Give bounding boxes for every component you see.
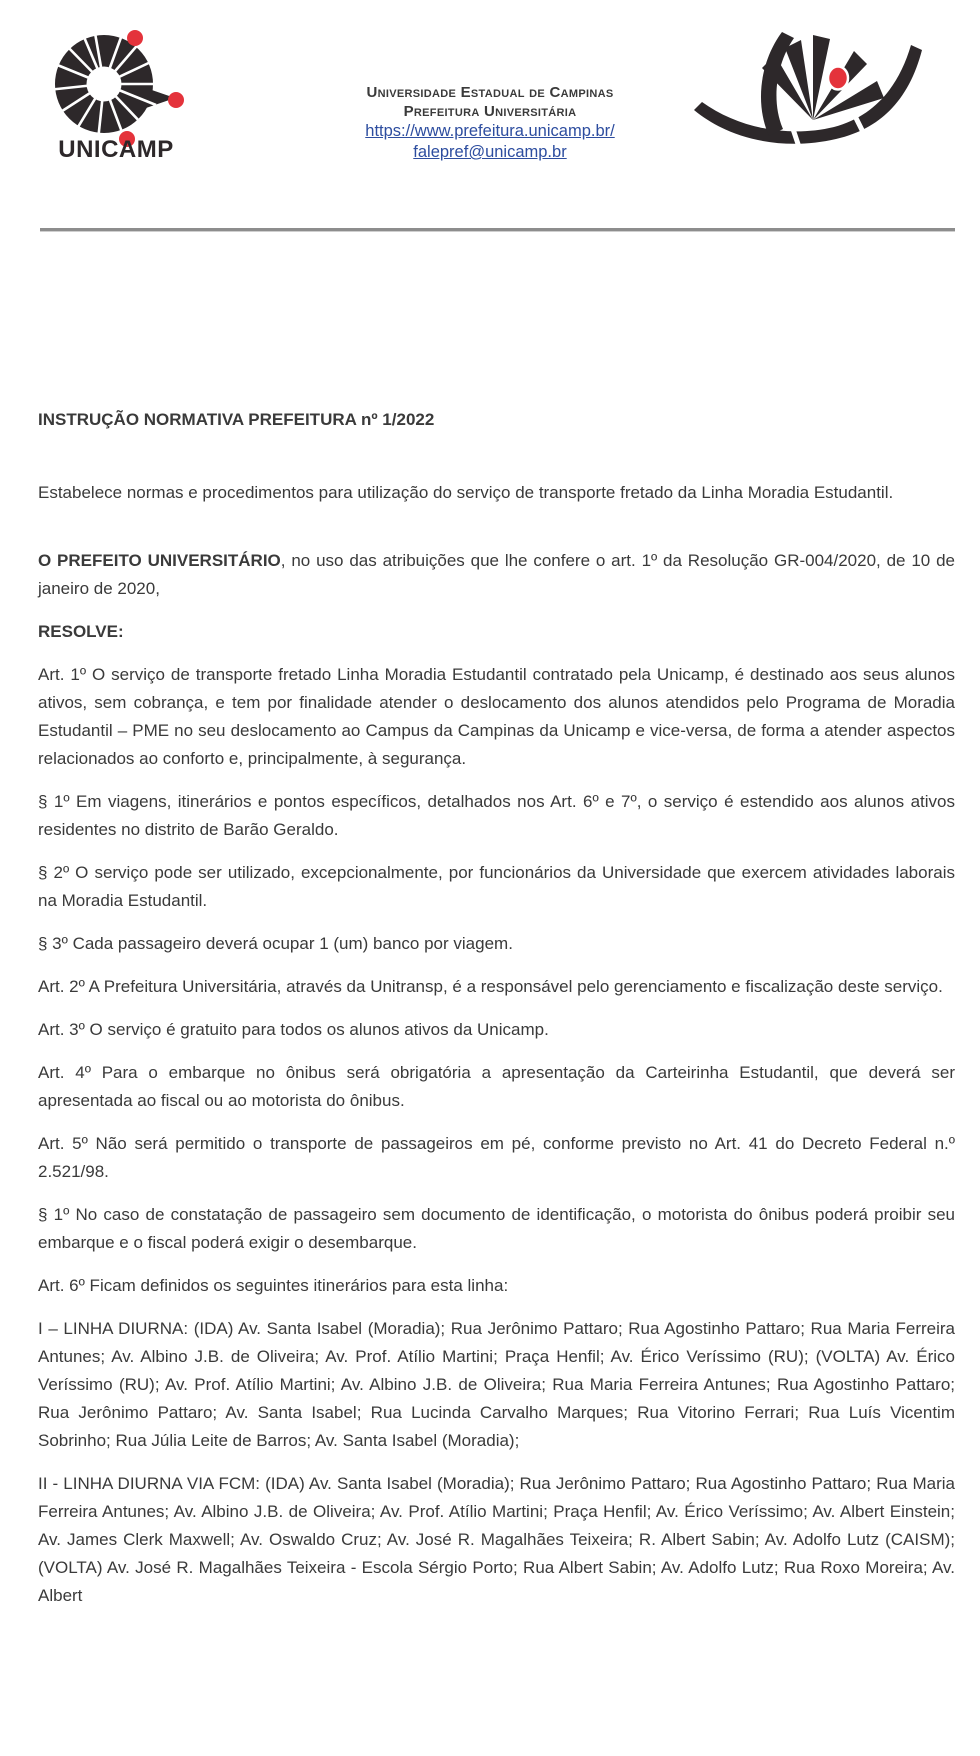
paragraph-par-3: § 3º Cada passageiro deverá ocupar 1 (um) banco por viagem. bbox=[38, 934, 513, 953]
prefeitura-email-link[interactable]: falepref@unicamp.br bbox=[413, 143, 567, 161]
document-title: INSTRUÇÃO NORMATIVA PREFEITURA nº 1/2022 bbox=[38, 410, 435, 429]
preamble-bold-lead: O PREFEITO UNIVERSITÁRIO bbox=[38, 551, 281, 570]
paragraph-art-6: Art. 6º Ficam definidos os seguintes itinerários para esta linha: bbox=[38, 1276, 509, 1295]
preamble-paragraph bbox=[38, 547, 955, 603]
red-dot bbox=[828, 67, 848, 90]
paragraph-itinerary-2: II - LINHA DIURNA VIA FCM: (IDA) Av. Santa Isabel (Moradia); Rua Jerônimo Pattaro; Rua Agostinho Pattaro; Rua Maria Ferreira Antunes; Av. Albino J.B. de Oliveira; Av. Prof. Atílio Martini; Praça Henfil; Av. Érico Veríssimo; Av. Albert Einstein; Av. James Clerk Maxwell; Av. Oswaldo Cruz; Av. José R. Magalhães Teixeira; R. Albert Sabin; Av. Adolfo Lutz (CAISM); (VOLTA) Av. José R. Magalhães Teixeira - Escola Sérgio Porto; Rua Albert Sabin; Av. Adolfo Lutz; Rua Roxo Moreira; Av. Albert bbox=[38, 1474, 955, 1605]
resolve-label: RESOLVE: bbox=[38, 622, 124, 641]
paragraph-art5-par-1: § 1º No caso de constatação de passageiro sem documento de identificação, o motorista do ônibus poderá proibir seu embarque e o fiscal poderá exigir o desembarque. bbox=[38, 1205, 955, 1252]
paragraph-par-2: § 2º O serviço pode ser utilizado, excepcionalmente, por funcionários da Universidade que exercem atividades laborais na Moradia Estudantil. bbox=[38, 863, 955, 910]
paragraph-art-3: Art. 3º O serviço é gratuito para todos os alunos ativos da Unicamp. bbox=[38, 1020, 549, 1039]
header-divider bbox=[40, 228, 955, 232]
document-body bbox=[38, 406, 955, 1625]
paragraph-art-5: Art. 5º Não será permitido o transporte de passageiros em pé, conforme previsto no Art. 41 do Decreto Federal n.º 2.521/98. bbox=[38, 1134, 955, 1181]
summary-paragraph: Estabelece normas e procedimentos para utilização do serviço de transporte fretado da Linha Moradia Estudantil. bbox=[38, 483, 894, 502]
paragraph-art-1: Art. 1º O serviço de transporte fretado Linha Moradia Estudantil contratado pela Unicamp, é destinado aos seus alunos ativos, sem cobrança, e tem por finalidade atender o deslocamento dos alunos atendidos pelo Programa de Moradia Estudantil – PME no seu deslocamento ao Campus da Campinas da Unicamp e vice-versa, de forma a atender aspectos relacionados ao conforto e, principalmente, à segurança. bbox=[38, 665, 955, 768]
paragraph-itinerary-1: I – LINHA DIURNA: (IDA) Av. Santa Isabel (Moradia); Rua Jerônimo Pattaro; Rua Agostinho Pattaro; Rua Maria Ferreira Antunes; Av. Albino J.B. de Oliveira; Av. Prof. Atílio Martini; Praça Henfil; Av. Érico Veríssimo (RU); (VOLTA) Av. Érico Veríssimo (RU); Av. Prof. Atílio Martini; Av. Albino J.B. de Oliveira; Rua Maria Ferreira Antunes; Rua Agostinho Pattaro; Rua Jerônimo Pattaro; Av. Santa Isabel; Rua Lucinda Carvalho Marques; Rua Vitorino Ferrari; Rua Luís Vicentim Sobrinho; Rua Júlia Leite de Barros; Av. Santa Isabel (Moradia); bbox=[38, 1319, 955, 1450]
prefeitura-logo-icon bbox=[688, 24, 938, 152]
org-dept-line: Prefeitura Universitária bbox=[403, 103, 577, 120]
paragraph-art-4: Art. 4º Para o embarque no ônibus será obrigatória a apresentação da Carteirinha Estudantil, que deverá ser apresentada ao fiscal ou ao motorista do ônibus. bbox=[38, 1063, 955, 1110]
unicamp-wordmark: UNICAMP bbox=[58, 136, 174, 163]
prefeitura-url-link[interactable]: https://www.prefeitura.unicamp.br/ bbox=[365, 122, 615, 140]
paragraph-art-2: Art. 2º A Prefeitura Universitária, através da Unitransp, é a responsável pelo gerenciamento e fiscalização deste serviço. bbox=[38, 977, 943, 996]
preamble-rest: , no uso das atribuições que lhe confere o art. 1º da Resolução GR-004/2020, de 10 de janeiro de 2020, bbox=[38, 551, 955, 598]
paragraph-par-1: § 1º Em viagens, itinerários e pontos específicos, detalhados nos Art. 6º e 7º, o serviço é estendido aos alunos ativos residentes no distrito de Barão Geraldo. bbox=[38, 792, 955, 839]
org-name-line: Universidade Estadual de Campinas bbox=[366, 84, 614, 101]
red-dot bbox=[127, 30, 143, 46]
